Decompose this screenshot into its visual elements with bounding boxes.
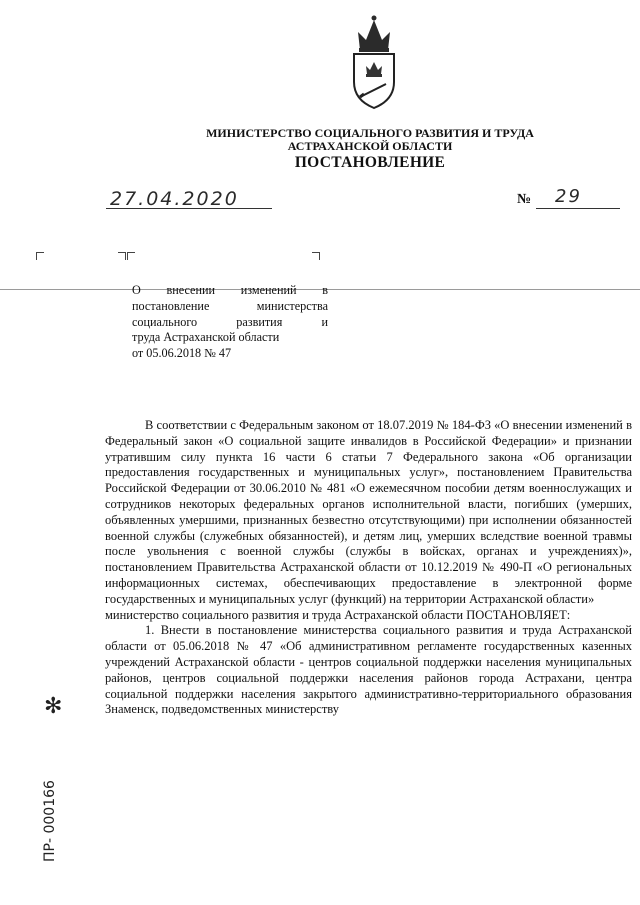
document-date: 27.04.2020 <box>110 188 239 210</box>
body-paragraph-resolution: министерство социального развития и труда Астраханской области ПОСТАНОВЛЯЕТ: <box>105 607 571 622</box>
corner-mark-left <box>36 252 44 260</box>
coat-of-arms-emblem <box>348 12 400 112</box>
corner-mark-mid-left <box>127 252 135 260</box>
body-paragraph: В соответствии с Федеральным законом от 18.07.2019 № 184-ФЗ «О внесении изменений в Федеральный закон «О социальной защите инвалидов в Российской Федерации» и признании утратившим силу пункта 16 части 6 статьи 7 Федерального закона «Об организации предоставления государственных и муниципальных услуг», постановлением Правительства Российской Федерации от 30.06.2010 № 481 «О ежемесячном пособии детям военнослужащих и сотрудников некоторых федеральных органов исполнительной власти, погибших (умерших, объявленных умершими, признанных безвестно отсутствующими) при исполнении обязанностей военной службы (служебных обязанностей), и детям лиц, умерших вследствие военной травмы после увольнения с военной службы (службы в войсках, органах и учреждениях)», постановлением Правительства Астраханской области от 10.12.2019 № 490-П «О региональных информационных системах, обеспечивающих предоставление в электронной форме государственных и муниципальных услуг (функций) на территории Астраханской области» <box>105 418 632 606</box>
registration-stamp: ПР- 000166 <box>42 780 58 862</box>
ministry-name-line2: АСТРАХАНСКОЙ ОБЛАСТИ <box>287 139 453 153</box>
ministry-name-line1: МИНИСТЕРСТВО СОЦИАЛЬНОГО РАЗВИТИЯ И ТРУДА <box>206 126 534 140</box>
asterisk-mark: ✻ <box>44 693 63 718</box>
subject-line: от 05.06.2018 № 47 <box>132 346 232 361</box>
number-underline <box>536 208 620 209</box>
subject-line: труда Астраханской области <box>132 330 280 345</box>
subject-line: постановление министерства <box>132 298 328 313</box>
body-paragraph: 1. Внести в постановление министерства социального развития и труда Астраханской области от 05.06.2018 № 47 «Об административном регламенте государственных казенных учреждений Астраханской области - центров социальной поддержки населения муниципальных районов, центров социальной поддержки населения районов города Астрахани, центра социальной поддержки населения закрытого административно-территориального образования Знаменск, подведомственных министерству <box>105 623 632 717</box>
subject-block <box>132 283 328 362</box>
corner-mark-mid-right <box>118 252 126 260</box>
document-body <box>105 418 632 718</box>
subject-line: социального развития и <box>132 314 328 329</box>
subject-line: О внесении изменений в <box>132 283 328 297</box>
corner-mark-right <box>312 252 320 260</box>
date-underline <box>106 208 272 209</box>
document-number: 29 <box>555 186 582 207</box>
number-label: № <box>517 192 532 207</box>
document-type-title: ПОСТАНОВЛЕНИЕ <box>294 154 446 171</box>
